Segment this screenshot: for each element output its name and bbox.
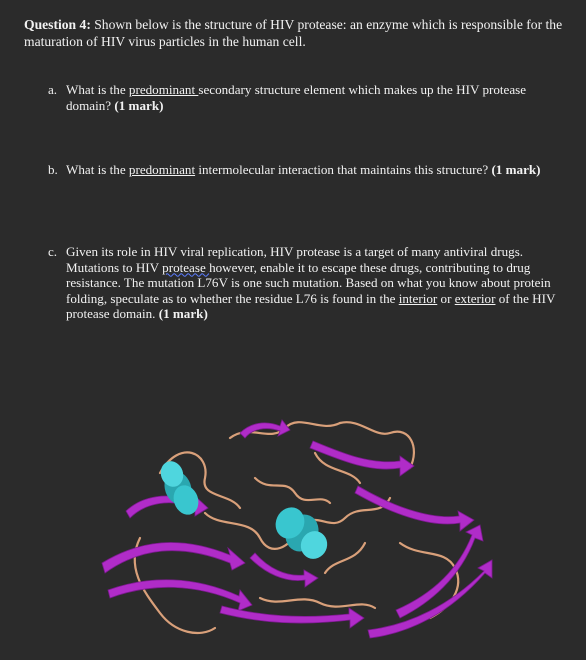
question-c-spellcheck-protease: protease xyxy=(162,259,210,275)
alpha-helix-right xyxy=(271,503,332,564)
question-c-text-4: of the HIV protease domain. xyxy=(66,290,556,322)
question-c-underlined-exterior: exterior xyxy=(454,290,496,306)
beta-strand xyxy=(102,543,245,573)
hiv-protease-structure-image xyxy=(100,398,500,660)
question-b-text-1: What is the xyxy=(66,162,129,177)
question-c-marker: c. xyxy=(48,244,58,259)
beta-strand xyxy=(108,580,252,611)
question-a-text-1: What is the xyxy=(66,82,129,97)
question-4-intro xyxy=(24,16,569,50)
question-a-text-2: secondary structure element which makes up the HIV protease domain? xyxy=(66,82,527,113)
question-b-underlined-predominant: predominant xyxy=(128,162,196,177)
question-a-body xyxy=(66,82,568,113)
question-c-underlined-interior: interior xyxy=(398,290,438,306)
question-label: Question 4: xyxy=(24,17,91,32)
question-b-marker: b. xyxy=(48,162,58,177)
question-a-underlined-predominant: predominant xyxy=(128,82,199,97)
question-b-marks: (1 mark) xyxy=(491,162,541,177)
beta-strand xyxy=(310,441,414,476)
question-c-marks: (1 mark) xyxy=(158,306,208,322)
question-c-text-3: or xyxy=(437,290,455,306)
coil-loop xyxy=(325,543,365,573)
intro-text: Shown below is the structure of HIV protease: an enzyme which is responsible for the maturation of HIV virus particles in the human cell. xyxy=(24,17,563,49)
question-c-text-1: Given its role in HIV viral replication, HIV protease is a target of many antiviral drugs. Mutations to HIV xyxy=(66,244,524,275)
question-c-text-2: however, enable it to escape these drugs, contributing to drug resistance. The mutation L76V is one such mutation. Based on what you know about protein folding, speculate as to whether the residue L76 is found in the xyxy=(66,259,551,306)
question-c-body xyxy=(66,244,568,322)
question-b-body xyxy=(66,162,568,178)
question-c xyxy=(48,244,568,322)
alpha-helix-left xyxy=(157,458,202,518)
question-a-marker: a. xyxy=(48,82,58,97)
question-b xyxy=(48,162,568,178)
question-a-marks: (1 mark) xyxy=(114,97,164,113)
coil-loop xyxy=(260,598,375,608)
coil-loop xyxy=(255,478,330,503)
beta-strand xyxy=(250,553,318,587)
question-a xyxy=(48,82,568,113)
beta-strand xyxy=(240,420,290,438)
beta-strand xyxy=(396,525,483,618)
question-b-text-2: intermolecular interaction that maintains this structure? xyxy=(195,162,492,177)
